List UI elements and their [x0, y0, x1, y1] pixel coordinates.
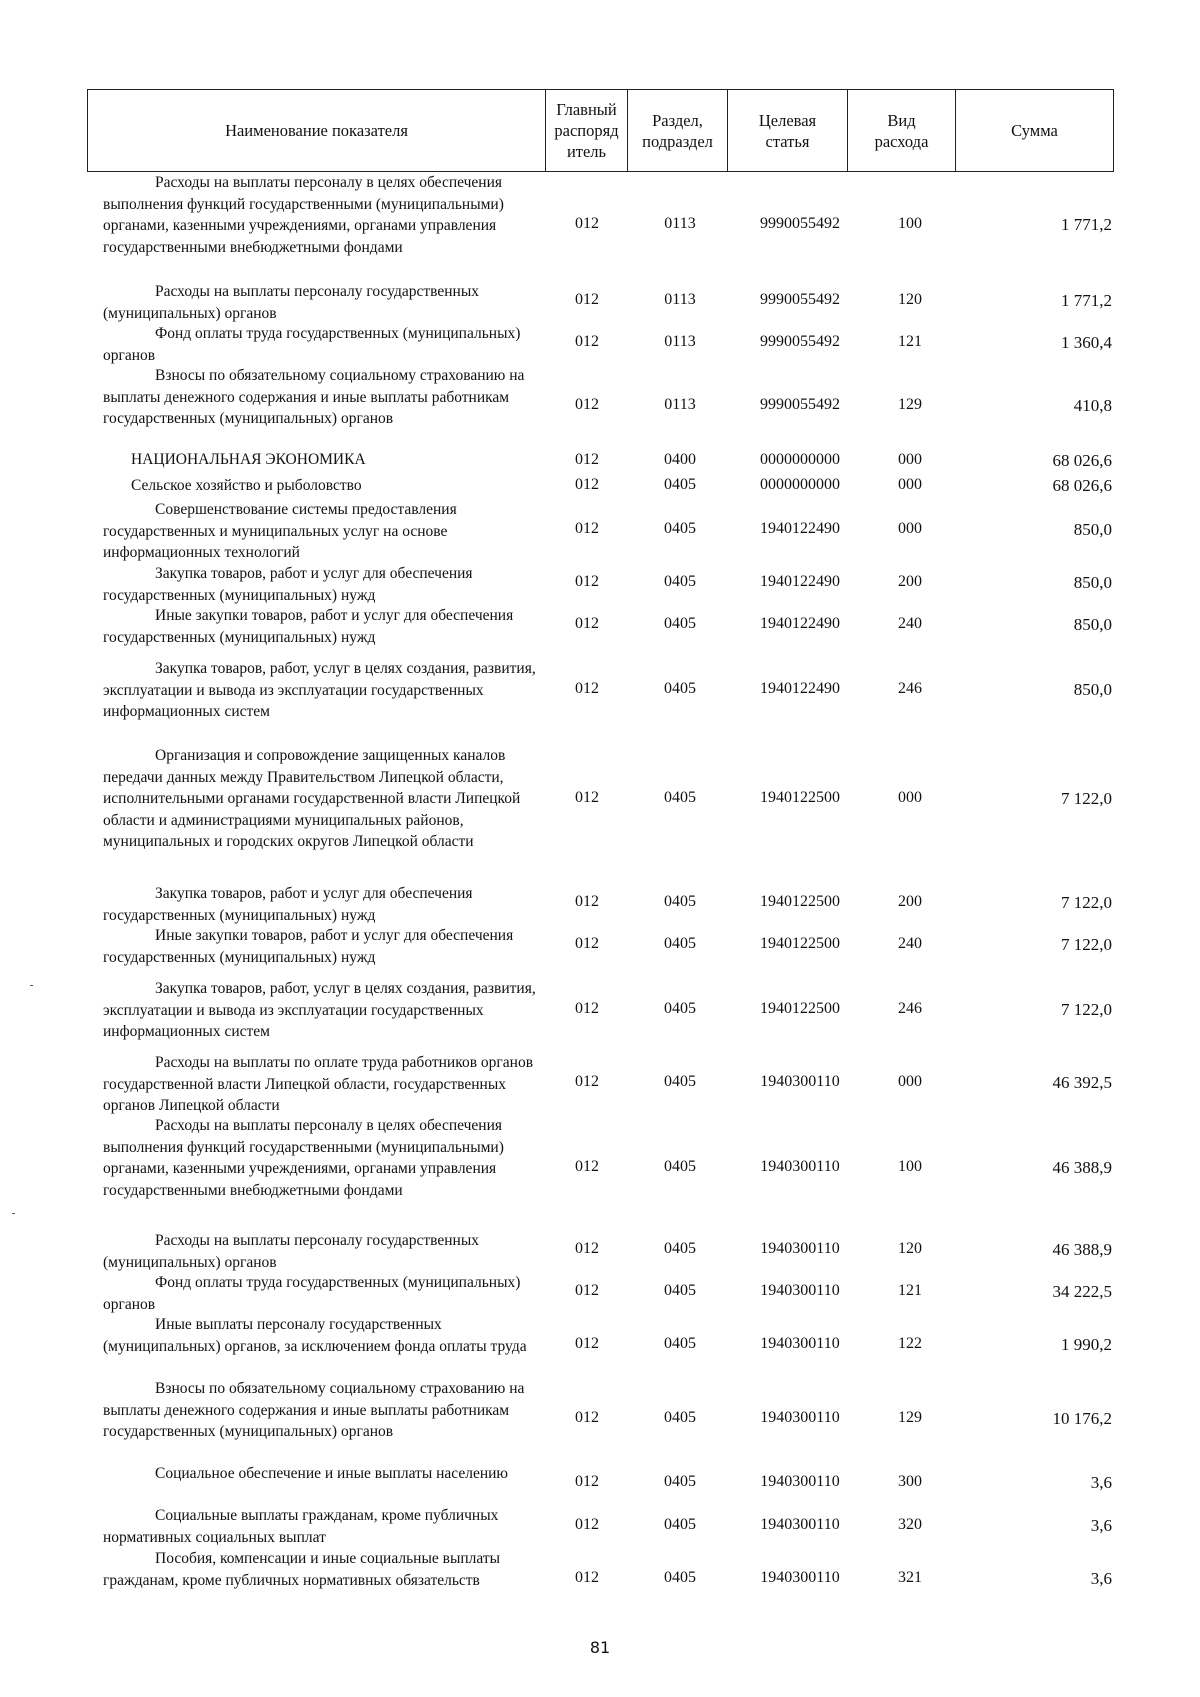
- row-grbs: 012: [575, 476, 599, 493]
- row-name: Фонд оплаты труда государственных (муниципальных) органов: [103, 1274, 521, 1313]
- row-grbs: 012: [575, 1409, 599, 1426]
- row-target-article: 1940300110: [760, 1516, 840, 1533]
- row-grbs: 012: [575, 893, 599, 910]
- row-grbs: 012: [575, 1335, 599, 1352]
- header-target-article: Целевая статья: [728, 90, 848, 171]
- row-name: Закупка товаров, работ, услуг в целях создания, развития, эксплуатации и вывода из эксплуатации государственных информационных систем: [103, 980, 536, 1041]
- row-target-article: 9990055492: [760, 291, 840, 308]
- row-expense-type: 200: [898, 573, 922, 590]
- row-sum: 46 392,5: [1052, 1073, 1112, 1092]
- row-name: Социальные выплаты гражданам, кроме публичных нормативных социальных выплат: [103, 1507, 499, 1546]
- row-grbs: 012: [575, 520, 599, 537]
- header-grbs: Главный распоряд итель: [546, 90, 628, 171]
- row-target-article: 1940122500: [760, 935, 840, 952]
- row-grbs: 012: [575, 1073, 599, 1090]
- row-name: Фонд оплаты труда государственных (муниципальных) органов: [103, 325, 521, 364]
- row-sum: 850,0: [1073, 520, 1112, 539]
- row-target-article: 0000000000: [760, 451, 840, 468]
- row-sum: 3,6: [1090, 1473, 1112, 1492]
- table-row: [0, 1115, 1200, 1223]
- row-razdel: 0113: [664, 215, 696, 232]
- row-name: Пособия, компенсации и иные социальные выплаты гражданам, кроме публичных нормативных обязательств: [103, 1550, 501, 1589]
- table-row: [0, 1314, 1200, 1378]
- header-name: Наименование показателя: [88, 90, 546, 171]
- row-target-article: 1940122490: [760, 680, 840, 697]
- row-razdel: 0113: [664, 396, 696, 413]
- table-row: [0, 323, 1200, 365]
- row-name: Иные закупки товаров, работ и услуг для обеспечения государственных (муниципальных) нужд: [103, 927, 514, 966]
- row-sum: 850,0: [1073, 680, 1112, 699]
- row-target-article: 1940122500: [760, 1000, 840, 1017]
- row-expense-type: 240: [898, 615, 922, 632]
- table-row: [0, 1052, 1200, 1115]
- row-sum: 410,8: [1073, 396, 1112, 415]
- table-row: [0, 978, 1200, 1044]
- row-name: Расходы на выплаты персоналу в целях обеспечения выполнения функций государственными (муниципальными) органами, казенными учреждениями, органами управления государственными внебюджетными фондами: [103, 174, 504, 256]
- table-row: [0, 365, 1200, 449]
- row-name: Расходы на выплаты персоналу государственных (муниципальных) органов: [103, 1232, 479, 1271]
- row-name: Организация и сопровождение защищенных каналов передачи данных между Правительством Липецкой области, исполнительными органами государственной власти Липецкой области и администрациями муниципальных районов, муниципальных и городских округов Липецкой области: [103, 747, 521, 851]
- row-sum: 1 990,2: [1061, 1335, 1112, 1354]
- row-grbs: 012: [575, 1000, 599, 1017]
- row-expense-type: 100: [898, 215, 922, 232]
- row-razdel: 0405: [664, 789, 696, 806]
- row-expense-type: 000: [898, 451, 922, 468]
- row-razdel: 0405: [664, 476, 696, 493]
- row-sum: 10 176,2: [1052, 1409, 1112, 1428]
- row-sum: 850,0: [1073, 615, 1112, 634]
- table-row: [0, 1272, 1200, 1314]
- row-expense-type: 129: [898, 396, 922, 413]
- page-number: 81: [589, 1638, 611, 1657]
- row-target-article: 1940122490: [760, 520, 840, 537]
- row-razdel: 0405: [664, 615, 696, 632]
- row-target-article: 9990055492: [760, 333, 840, 350]
- table-row: [0, 1230, 1200, 1272]
- row-grbs: 012: [575, 1516, 599, 1533]
- table-row: [0, 1548, 1200, 1612]
- row-target-article: 1940122490: [760, 573, 840, 590]
- row-name: Расходы на выплаты персоналу государственных (муниципальных) органов: [103, 283, 479, 322]
- row-target-article: 1940122500: [760, 893, 840, 910]
- row-expense-type: 200: [898, 893, 922, 910]
- row-name: Взносы по обязательному социальному страхованию на выплаты денежного содержания и иные выплаты работникам государственных (муниципальных) органов: [103, 367, 525, 428]
- row-expense-type: 120: [898, 291, 922, 308]
- row-sum: 34 222,5: [1052, 1282, 1112, 1301]
- row-razdel: 0400: [664, 451, 696, 468]
- row-sum: 7 122,0: [1061, 935, 1112, 954]
- row-name: Совершенствование системы предоставления государственных и муниципальных услуг на основе информационных технологий: [103, 501, 457, 562]
- row-sum: 3,6: [1090, 1569, 1112, 1588]
- table-row: [0, 563, 1200, 605]
- row-razdel: 0405: [664, 680, 696, 697]
- row-sum: 46 388,9: [1052, 1158, 1112, 1177]
- row-razdel: 0405: [664, 1569, 696, 1586]
- row-sum: 7 122,0: [1061, 1000, 1112, 1019]
- table-row: [0, 605, 1200, 647]
- row-target-article: 1940300110: [760, 1569, 840, 1586]
- row-target-article: 1940300110: [760, 1158, 840, 1175]
- row-razdel: 0405: [664, 520, 696, 537]
- table-header: [87, 89, 1114, 172]
- table-row: [0, 658, 1200, 724]
- table-row: [0, 883, 1200, 925]
- row-razdel: 0113: [664, 333, 696, 350]
- row-razdel: 0405: [664, 935, 696, 952]
- row-grbs: 012: [575, 1240, 599, 1257]
- row-grbs: 012: [575, 680, 599, 697]
- table-row: [0, 1378, 1200, 1462]
- row-sum: 850,0: [1073, 573, 1112, 592]
- row-razdel: 0405: [664, 893, 696, 910]
- row-razdel: 0405: [664, 1158, 696, 1175]
- row-target-article: 9990055492: [760, 215, 840, 232]
- row-name: Закупка товаров, работ и услуг для обеспечения государственных (муниципальных) нужд: [103, 565, 473, 604]
- row-name: Иные выплаты персоналу государственных (муниципальных) органов, за исключением фонда оплаты труда: [103, 1316, 527, 1355]
- row-razdel: 0405: [664, 1409, 696, 1426]
- row-name: Взносы по обязательному социальному страхованию на выплаты денежного содержания и иные выплаты работникам государственных (муниципальных) органов: [103, 1380, 525, 1441]
- row-target-article: 0000000000: [760, 476, 840, 493]
- row-expense-type: 321: [898, 1569, 922, 1586]
- row-razdel: 0405: [664, 1000, 696, 1017]
- table-row: [0, 172, 1200, 280]
- row-expense-type: 121: [898, 333, 922, 350]
- row-target-article: 1940122490: [760, 615, 840, 632]
- row-name: Социальное обеспечение и иные выплаты населению: [155, 1465, 509, 1482]
- row-name: Расходы на выплаты по оплате труда работников органов государственной власти Липецкой области, государственных органов Липецкой области: [103, 1054, 534, 1115]
- row-grbs: 012: [575, 1569, 599, 1586]
- row-sum: 68 026,6: [1052, 451, 1112, 470]
- header-razdel: Раздел, подраздел: [628, 90, 728, 171]
- row-name: Закупка товаров, работ, услуг в целях создания, развития, эксплуатации и вывода из эксплуатации государственных информационных систем: [103, 660, 536, 721]
- row-grbs: 012: [575, 1282, 599, 1299]
- row-grbs: 012: [575, 215, 599, 232]
- row-sum: 7 122,0: [1061, 893, 1112, 912]
- table-row: [0, 449, 1200, 475]
- row-grbs: 012: [575, 291, 599, 308]
- row-sum: 46 388,9: [1052, 1240, 1112, 1259]
- row-name: НАЦИОНАЛЬНАЯ ЭКОНОМИКА: [131, 451, 366, 468]
- row-razdel: 0405: [664, 1335, 696, 1352]
- header-sum: Сумма: [1011, 121, 1058, 140]
- row-expense-type: 300: [898, 1473, 922, 1490]
- row-expense-type: 320: [898, 1516, 922, 1533]
- row-target-article: 1940300110: [760, 1335, 840, 1352]
- row-name: Закупка товаров, работ и услуг для обеспечения государственных (муниципальных) нужд: [103, 885, 473, 924]
- row-sum: 7 122,0: [1061, 789, 1112, 808]
- row-razdel: 0113: [664, 291, 696, 308]
- row-expense-type: 000: [898, 1073, 922, 1090]
- row-target-article: 1940300110: [760, 1073, 840, 1090]
- table-row: [0, 281, 1200, 323]
- table-row: [0, 499, 1200, 563]
- row-razdel: 0405: [664, 1073, 696, 1090]
- table-row: [0, 925, 1200, 967]
- row-sum: 1 360,4: [1061, 333, 1112, 352]
- row-name: Иные закупки товаров, работ и услуг для обеспечения государственных (муниципальных) нужд: [103, 607, 514, 646]
- row-expense-type: 129: [898, 1409, 922, 1426]
- table-row: [0, 1463, 1200, 1505]
- row-grbs: 012: [575, 1473, 599, 1490]
- row-sum: 1 771,2: [1061, 215, 1112, 234]
- row-expense-type: 122: [898, 1335, 922, 1352]
- row-target-article: 1940122500: [760, 789, 840, 806]
- row-grbs: 012: [575, 573, 599, 590]
- scan-speck: [12, 1213, 15, 1214]
- row-razdel: 0405: [664, 1473, 696, 1490]
- row-expense-type: 246: [898, 1000, 922, 1017]
- row-name: Сельское хозяйство и рыболовство: [131, 477, 362, 494]
- table-row: [0, 745, 1200, 855]
- table-row: [0, 1505, 1200, 1548]
- row-grbs: 012: [575, 451, 599, 468]
- row-expense-type: 100: [898, 1158, 922, 1175]
- row-target-article: 1940300110: [760, 1473, 840, 1490]
- row-grbs: 012: [575, 615, 599, 632]
- row-expense-type: 240: [898, 935, 922, 952]
- header-expense-type: Вид расхода: [848, 90, 956, 171]
- row-name: Расходы на выплаты персоналу в целях обеспечения выполнения функций государственными (муниципальными) органами, казенными учреждениями, органами управления государственными внебюджетными фондами: [103, 1117, 504, 1199]
- row-sum: 1 771,2: [1061, 291, 1112, 310]
- row-razdel: 0405: [664, 573, 696, 590]
- row-expense-type: 000: [898, 476, 922, 493]
- row-target-article: 1940300110: [760, 1409, 840, 1426]
- row-expense-type: 121: [898, 1282, 922, 1299]
- row-grbs: 012: [575, 333, 599, 350]
- row-target-article: 1940300110: [760, 1282, 840, 1299]
- row-expense-type: 000: [898, 789, 922, 806]
- row-target-article: 9990055492: [760, 396, 840, 413]
- row-grbs: 012: [575, 1158, 599, 1175]
- row-expense-type: 120: [898, 1240, 922, 1257]
- row-razdel: 0405: [664, 1282, 696, 1299]
- row-grbs: 012: [575, 935, 599, 952]
- row-grbs: 012: [575, 789, 599, 806]
- row-sum: 68 026,6: [1052, 476, 1112, 495]
- row-grbs: 012: [575, 396, 599, 413]
- row-sum: 3,6: [1090, 1516, 1112, 1535]
- row-razdel: 0405: [664, 1240, 696, 1257]
- row-expense-type: 000: [898, 520, 922, 537]
- table-row: [0, 475, 1200, 499]
- row-expense-type: 246: [898, 680, 922, 697]
- row-target-article: 1940300110: [760, 1240, 840, 1257]
- row-razdel: 0405: [664, 1516, 696, 1533]
- scan-speck: [30, 985, 33, 986]
